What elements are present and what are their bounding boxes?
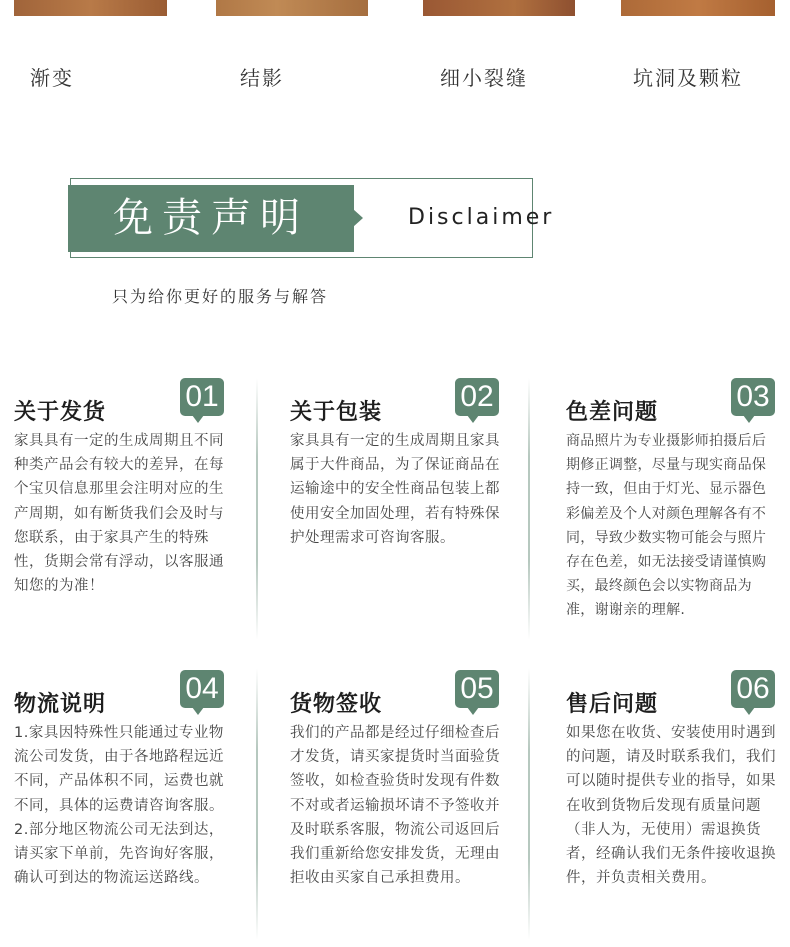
column-divider — [256, 378, 258, 640]
card-body: 我们的产品都是经过仔细检查后才发货，请买家提货时当面验货签收，如检查验货时发现有件数不对或者运输损坏请不予签收并及时联系客服，物流公司返回后我们重新给您安排发货，无理由拒收由买家自己承担费用。 — [290, 725, 500, 887]
texture-swatch-cracks — [423, 0, 575, 16]
texture-swatch-knot — [216, 0, 368, 16]
card-title: 色差问题 — [566, 400, 659, 425]
texture-swatch-gradient — [14, 0, 167, 16]
card-title: 关于发货 — [14, 400, 107, 425]
card-title: 货物签收 — [290, 692, 383, 717]
card-body: 家具具有一定的生成周期且家具属于大件商品，为了保证商品在运输途中的安全性商品包装上都使用安全加固处理，若有特殊保护处理需求可咨询客服。 — [290, 433, 500, 546]
feature-label-gradient: 渐变 — [30, 66, 74, 90]
disclaimer-title-en: Disclaimer — [408, 205, 555, 230]
feature-label-knot: 结影 — [240, 66, 284, 90]
card-title: 售后问题 — [566, 692, 659, 717]
card-number-badge: 04 — [180, 670, 224, 708]
card-number-badge: 02 — [455, 378, 499, 416]
column-divider — [528, 378, 530, 640]
card-body: 如果您在收货、安装使用时遇到的问题，请及时联系我们，我们可以随时提供专业的指导，如果在收到货物后发现有质量问题（非人为，无使用）需退换货者，经确认我们无条件接收退换件，并负责相关费用。 — [566, 725, 776, 887]
column-divider — [256, 668, 258, 940]
texture-swatch-pits — [621, 0, 775, 16]
feature-label-pits: 坑洞及颗粒 — [633, 66, 743, 90]
card-number-badge: 03 — [731, 378, 775, 416]
card-body: 家具具有一定的生成周期且不同种类产品会有较大的差异，在每个宝贝信息那里会注明对应的生产周期，如有断货我们会及时与您联系，由于家具产生的特殊性，货期会常有浮动，以客服通知您的为准！ — [14, 433, 224, 595]
card-title: 关于包装 — [290, 400, 383, 425]
card-number-badge: 05 — [455, 670, 499, 708]
feature-label-cracks: 细小裂缝 — [440, 66, 528, 90]
card-number-badge: 06 — [731, 670, 775, 708]
card-body: 商品照片为专业摄影师拍摄后后期修正调整，尽量与现实商品保持一致，但由于灯光、显示器色彩偏差及个人对颜色理解各有不同，导致少数实物可能会与照片存在色差，如无法接受请谨慎购买，最终颜色会以实物商品为准，谢谢亲的理解. — [566, 433, 767, 619]
disclaimer-title-cn: 免责声明 — [113, 195, 309, 241]
disclaimer-subtitle: 只为给你更好的服务与解答 — [112, 287, 329, 306]
card-body: 1.家具因特殊性只能通过专业物流公司发货，由于各地路程远近不同，产品体积不同，运费也就不同，具体的运费请咨询客服。 2.部分地区物流公司无法到达，请买家下单前，先咨询好客服，确认可到达的物流运送路线。 — [14, 725, 224, 887]
card-title: 物流说明 — [14, 692, 107, 717]
column-divider — [528, 668, 530, 940]
banner-pointer-icon — [353, 209, 363, 227]
card-number-badge: 01 — [180, 378, 224, 416]
